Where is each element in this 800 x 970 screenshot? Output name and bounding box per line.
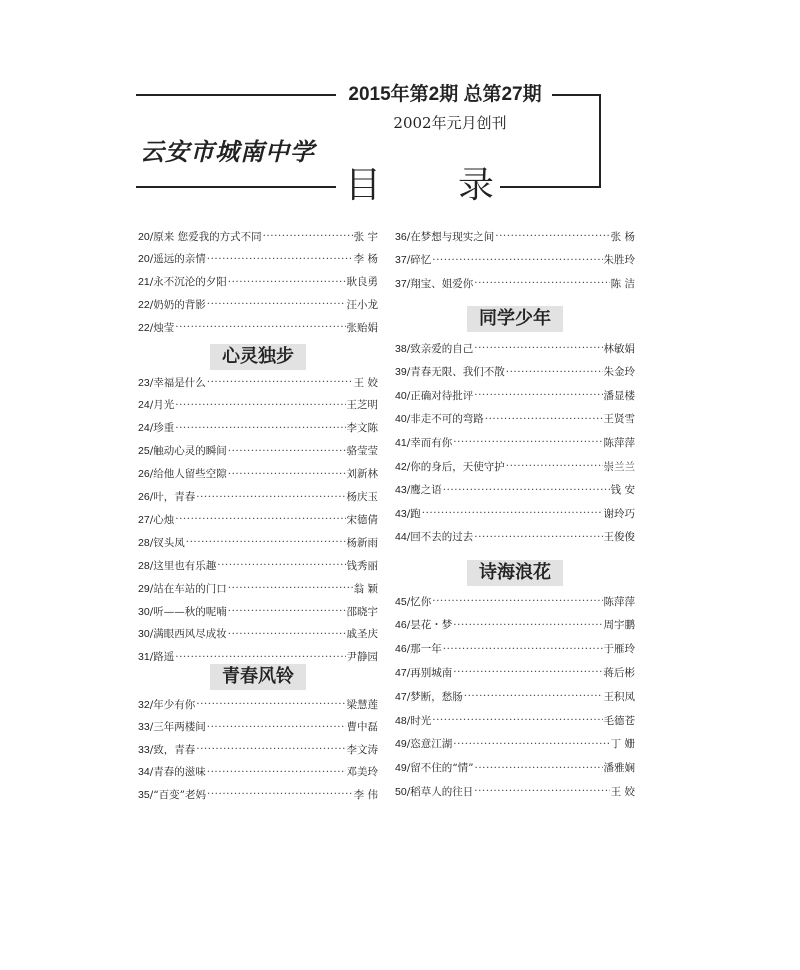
toc-entry-leader-dots bbox=[432, 595, 602, 607]
toc-entry-page: 20 bbox=[138, 253, 150, 266]
toc-entry-leader-dots bbox=[228, 468, 346, 480]
toc-entry: 29/站在车站的门口 ····· 翁 颖 bbox=[138, 579, 378, 597]
toc-entry: 34/青春的滋味 ····· 邓美玲 bbox=[138, 763, 378, 781]
toc-entry-page: 50 bbox=[395, 785, 407, 798]
toc-entry: 26/给他人留些空隙 ····· 刘新林 bbox=[138, 465, 378, 483]
toc-entry-author: 戚圣庆 bbox=[346, 628, 378, 641]
toc-entry-author: 王积凤 bbox=[603, 690, 635, 703]
toc-entry-author: 潘雅娴 bbox=[603, 762, 635, 775]
toc-entry-leader-dots bbox=[175, 321, 345, 333]
toc-entry-leader-dots bbox=[175, 422, 345, 434]
toc-entry: 30/满眼西风尽成妆 ····· 戚圣庆 bbox=[138, 625, 378, 643]
title-rule-right bbox=[500, 186, 601, 188]
toc-entry-page: 40 bbox=[395, 413, 407, 426]
toc-entry-author: 毛德苍 bbox=[603, 714, 635, 727]
toc-entry-leader-dots bbox=[474, 762, 602, 774]
toc-entry-title: 恣意江湖 bbox=[410, 738, 453, 751]
toc-entry-page: 38 bbox=[395, 342, 407, 355]
toc-entry-leader-dots bbox=[453, 666, 602, 678]
toc-entry-page: 28 bbox=[138, 559, 150, 572]
toc-entry-page: 47 bbox=[395, 666, 407, 679]
toc-entry-author: 邵晓宇 bbox=[346, 605, 378, 618]
toc-entry: 20/遥远的亲情 ····· 李 杨 bbox=[138, 250, 378, 268]
toc-entry-title: 再别城南 bbox=[410, 666, 453, 679]
toc-entry-author: 张 宇 bbox=[353, 230, 378, 243]
toc-entry-leader-dots bbox=[228, 582, 353, 594]
toc-entry-leader-dots bbox=[196, 698, 345, 710]
toc-entry: 47/梦断，愁肠 ····· 王积凤 bbox=[395, 687, 635, 705]
toc-entry-title: 跑 bbox=[410, 507, 421, 520]
toc-entry-author: 宋德倩 bbox=[346, 513, 378, 526]
toc-entry-leader-dots bbox=[432, 254, 602, 266]
toc-entry-title: 满眼西风尽成妆 bbox=[153, 628, 227, 641]
toc-entry-title: 三年两楼间 bbox=[153, 721, 206, 733]
toc-entry-page: 46 bbox=[395, 619, 407, 632]
toc-entry: 28/钗头凤 ····· 杨新雨 bbox=[138, 533, 378, 551]
toc-entry: 40/正确对待批评 ····· 潘显楼 bbox=[395, 386, 635, 404]
toc-entry: 37/翔宝、姐爱你 ····· 陈 洁 bbox=[395, 274, 635, 292]
toc-entry-leader-dots bbox=[207, 376, 353, 388]
toc-entry-author: 梁慧莲 bbox=[346, 698, 378, 711]
toc-entry-page: 22 bbox=[138, 298, 150, 311]
toc-entry-title: 幸福是什么 bbox=[153, 376, 206, 389]
toc-entry-author: 谢玲巧 bbox=[603, 507, 635, 520]
toc-entry-title: “百变”老妈 bbox=[153, 788, 206, 801]
toc-entry: 49/恣意江湖 ····· 丁 姗 bbox=[395, 735, 635, 753]
toc-entry-page: 44 bbox=[395, 531, 407, 544]
toc-entry: 46/那一年 ····· 于雁玲 bbox=[395, 640, 635, 658]
toc-entry-leader-dots bbox=[175, 513, 345, 525]
toc-entry-leader-dots bbox=[228, 605, 346, 617]
toc-entry-page: 24 bbox=[138, 422, 150, 435]
toc-entry-author: 张贻娟 bbox=[346, 321, 378, 334]
toc-entry-title: 忆你 bbox=[410, 595, 432, 608]
toc-entry: 33/三年两楼间 ····· 曹中磊 bbox=[138, 718, 378, 736]
toc-entry: 23/幸福是什么 ····· 王 姣 bbox=[138, 373, 378, 391]
toc-entry-author: 陈萍萍 bbox=[603, 436, 635, 449]
toc-entry-leader-dots bbox=[207, 766, 346, 778]
toc-entry-author: 张 杨 bbox=[610, 230, 635, 243]
toc-entry-leader-dots bbox=[228, 628, 346, 640]
toc-entry-leader-dots bbox=[474, 277, 609, 289]
toc-entry: 21/永不沉沦的夕阳 ····· 耿良勇 bbox=[138, 273, 378, 291]
toc-entry-title: 时光 bbox=[410, 714, 432, 727]
toc-entry: 26/叶，青春 ····· 杨庆玉 bbox=[138, 488, 378, 506]
toc-entry: 48/时光 ····· 毛德苍 bbox=[395, 711, 635, 729]
toc-entry-author: 陈 洁 bbox=[610, 277, 635, 290]
toc-entry: 30/听——秋的呢喃 ····· 邵晓宇 bbox=[138, 602, 378, 620]
toc-entry-page: 40 bbox=[395, 389, 407, 402]
toc-entry: 42/你的身后，天使守护 ····· 崇兰兰 bbox=[395, 457, 635, 475]
toc-entry-page: 34 bbox=[138, 766, 150, 778]
toc-entry-author: 骆莹莹 bbox=[346, 445, 378, 458]
toc-entry-leader-dots bbox=[485, 413, 603, 425]
toc-entry-page: 29 bbox=[138, 582, 150, 595]
toc-entry-leader-dots bbox=[495, 230, 609, 242]
toc-entry-page: 26 bbox=[138, 468, 150, 481]
toc-entry-title: 奶奶的背影 bbox=[153, 298, 206, 311]
toc-entry: 27/心烛 ····· 宋德倩 bbox=[138, 510, 378, 528]
toc-entry-title: 梦断，愁肠 bbox=[410, 690, 463, 703]
toc-entry-title: 路遥 bbox=[153, 651, 175, 664]
toc-entry-leader-dots bbox=[506, 460, 603, 472]
school-name: 云安市城南中学 bbox=[140, 138, 315, 166]
toc-entry-page: 45 bbox=[395, 595, 407, 608]
toc-entry-author: 钱 安 bbox=[610, 484, 635, 497]
toc-entry-title: 遥远的亲情 bbox=[153, 253, 206, 266]
toc-entry: 50/稻草人的往日 ····· 王 姣 bbox=[395, 782, 635, 800]
toc-entry: 37/碎忆 ····· 朱胜玲 bbox=[395, 251, 635, 269]
toc-entry-author: 耿良勇 bbox=[346, 276, 378, 289]
toc-entry-page: 23 bbox=[138, 376, 150, 389]
toc-entry-page: 30 bbox=[138, 605, 150, 618]
toc-entry-leader-dots bbox=[175, 399, 345, 411]
toc-entry-author: 蒋后彬 bbox=[603, 666, 635, 679]
toc-entry-title: 非走不可的弯路 bbox=[410, 413, 484, 426]
toc-entry-author: 周宇鹏 bbox=[603, 619, 635, 632]
toc-entry-leader-dots bbox=[443, 484, 610, 496]
toc-entry-leader-dots bbox=[207, 788, 353, 800]
toc-entry-leader-dots bbox=[228, 445, 346, 457]
toc-entry-page: 41 bbox=[395, 436, 407, 449]
toc-entry-page: 31 bbox=[138, 651, 150, 664]
toc-entry-author: 李文陈 bbox=[346, 422, 378, 435]
toc-entry: 39/青春无限、我们不散 ····· 朱金玲 bbox=[395, 363, 635, 381]
toc-entry: 28/这里也有乐趣 ····· 钱秀丽 bbox=[138, 556, 378, 574]
toc-entry-author: 丁 姗 bbox=[610, 738, 635, 751]
section-heading-tongxue: 同学少年 bbox=[467, 306, 563, 332]
section-heading-qingchun: 青春风铃 bbox=[210, 664, 306, 690]
toc-entry-author: 钱秀丽 bbox=[346, 559, 378, 572]
toc-entry: 22/奶奶的背影 ····· 汪小龙 bbox=[138, 295, 378, 313]
toc-entry-title: 青春无限、我们不散 bbox=[410, 366, 505, 379]
toc-entry-title: 鹰之语 bbox=[410, 484, 442, 497]
toc-entry-title: 钗头凤 bbox=[153, 536, 185, 549]
header-rule-left bbox=[136, 94, 336, 96]
toc-entry-author: 翁 颖 bbox=[353, 582, 378, 595]
toc-entry: 47/再别城南 ····· 蒋后彬 bbox=[395, 663, 635, 681]
toc-entry-author: 陈萍萍 bbox=[603, 595, 635, 608]
toc-entry-title: 你的身后，天使守护 bbox=[410, 460, 505, 473]
toc-entry-page: 33 bbox=[138, 721, 150, 733]
toc-entry-author: 邓美玲 bbox=[346, 766, 378, 778]
toc-entry-title: 烛莹 bbox=[153, 321, 175, 334]
toc-entry: 43/跑 ····· 谢玲巧 bbox=[395, 504, 635, 522]
toc-entry-leader-dots bbox=[196, 743, 345, 755]
toc-entry-page: 46 bbox=[395, 643, 407, 656]
toc-entry: 31/路遥 ····· 尹静园 bbox=[138, 648, 378, 666]
toc-entry-page: 37 bbox=[395, 254, 407, 266]
toc-entry: 24/珍重 ····· 李文陈 bbox=[138, 419, 378, 437]
toc-entry-author: 杨新雨 bbox=[346, 536, 378, 549]
toc-entry-leader-dots bbox=[207, 721, 346, 733]
toc-entry-author: 李文涛 bbox=[346, 743, 378, 756]
toc-entry-page: 25 bbox=[138, 445, 150, 458]
toc-entry-author: 潘显楼 bbox=[603, 389, 635, 402]
toc-entry: 44/回不去的过去 ····· 王俊俊 bbox=[395, 528, 635, 546]
toc-entry-author: 李 伟 bbox=[353, 788, 378, 801]
toc-entry-page: 21 bbox=[138, 276, 150, 289]
toc-entry-page: 32 bbox=[138, 698, 150, 711]
toc-entry-page: 20 bbox=[138, 230, 150, 243]
toc-entry: 25/触动心灵的瞬间 ····· 骆莹莹 bbox=[138, 442, 378, 460]
toc-entry-author: 李 杨 bbox=[353, 253, 378, 266]
toc-entry-leader-dots bbox=[175, 651, 345, 663]
toc-entry-title: 青春的滋味 bbox=[153, 766, 206, 778]
toc-entry-author: 王 姣 bbox=[610, 785, 635, 798]
toc-entry-leader-dots bbox=[474, 785, 609, 797]
toc-entry-leader-dots bbox=[474, 389, 602, 401]
toc-entry-page: 42 bbox=[395, 460, 407, 473]
toc-entry-author: 王芝明 bbox=[346, 399, 378, 412]
toc-entry-page: 43 bbox=[395, 507, 407, 520]
toc-entry-title: 听——秋的呢喃 bbox=[153, 605, 227, 618]
toc-entry: 22/烛莹 ····· 张贻娟 bbox=[138, 318, 378, 336]
toc-entry-leader-dots bbox=[474, 342, 602, 354]
toc-entry-leader-dots bbox=[432, 714, 602, 726]
toc-entry-title: 给他人留些空隙 bbox=[153, 468, 227, 481]
toc-entry-page: 47 bbox=[395, 690, 407, 703]
toc-entry-title: 留不住的“情” bbox=[410, 762, 474, 775]
toc-entry-page: 49 bbox=[395, 738, 407, 751]
toc-entry-leader-dots bbox=[186, 536, 346, 548]
issue-number: 2015年第2期 总第27期 bbox=[348, 84, 542, 105]
header-rule-right bbox=[552, 94, 600, 96]
toc-entry-leader-dots bbox=[474, 531, 602, 543]
toc-entry-title: 碎忆 bbox=[410, 254, 432, 266]
toc-entry-page: 48 bbox=[395, 714, 407, 727]
toc-entry: 35/“百变”老妈 ····· 李 伟 bbox=[138, 785, 378, 803]
toc-entry-page: 39 bbox=[395, 366, 407, 379]
toc-entry-page: 36 bbox=[395, 230, 407, 243]
toc-entry: 36/在梦想与现实之间 ····· 张 杨 bbox=[395, 227, 635, 245]
toc-entry-title: 触动心灵的瞬间 bbox=[153, 445, 227, 458]
toc-entry-title: 稻草人的往日 bbox=[410, 785, 474, 798]
toc-entry-title: 站在车站的门口 bbox=[153, 582, 227, 595]
toc-entry-title: 正确对待批评 bbox=[410, 389, 474, 402]
toc-entry: 20/原来 您爱我的方式不同 ····· 张 宇 bbox=[138, 227, 378, 245]
toc-title-mu: 目 bbox=[345, 165, 382, 206]
toc-entry-title: 原来 您爱我的方式不同 bbox=[153, 230, 262, 243]
toc-entry-author: 崇兰兰 bbox=[603, 460, 635, 473]
toc-entry-author: 朱金玲 bbox=[603, 366, 635, 379]
toc-entry-title: 昙花・梦 bbox=[410, 619, 453, 632]
toc-entry: 45/忆你 ····· 陈萍萍 bbox=[395, 592, 635, 610]
toc-entry-author: 刘新林 bbox=[346, 468, 378, 481]
toc-entry-leader-dots bbox=[453, 436, 602, 448]
toc-entry-author: 尹静园 bbox=[346, 651, 378, 664]
toc-entry-title: 年少有你 bbox=[153, 698, 196, 711]
toc-entry-title: 月光 bbox=[153, 399, 175, 412]
toc-entry-leader-dots bbox=[506, 366, 603, 378]
section-heading-shihai: 诗海浪花 bbox=[467, 560, 563, 586]
toc-entry-leader-dots bbox=[207, 253, 353, 265]
toc-entry-page: 30 bbox=[138, 628, 150, 641]
toc-entry-page: 28 bbox=[138, 536, 150, 549]
toc-entry: 46/昙花・梦 ····· 周宇鹏 bbox=[395, 616, 635, 634]
toc-entry-title: 叶，青春 bbox=[153, 491, 196, 503]
toc-entry-page: 37 bbox=[395, 277, 407, 290]
header-rule-vertical bbox=[599, 94, 601, 187]
toc-entry-title: 幸而有你 bbox=[410, 436, 453, 449]
toc-entry: 33/致，青春 ····· 李文涛 bbox=[138, 740, 378, 758]
toc-entry-title: 心烛 bbox=[153, 513, 175, 526]
toc-entry-leader-dots bbox=[196, 491, 345, 503]
toc-entry-page: 26 bbox=[138, 491, 150, 503]
toc-entry: 40/非走不可的弯路 ····· 王贤雪 bbox=[395, 410, 635, 428]
toc-entry-title: 回不去的过去 bbox=[410, 531, 474, 544]
toc-entry-title: 那一年 bbox=[410, 643, 442, 656]
toc-entry-page: 24 bbox=[138, 399, 150, 412]
toc-entry-author: 于雁玲 bbox=[603, 643, 635, 656]
founded-date: 2002年元月创刊 bbox=[393, 114, 507, 132]
toc-entry-leader-dots bbox=[464, 690, 603, 702]
toc-entry-page: 43 bbox=[395, 484, 407, 497]
toc-entry-leader-dots bbox=[453, 619, 602, 631]
toc-entry-title: 这里也有乐趣 bbox=[153, 559, 217, 572]
toc-entry-author: 曹中磊 bbox=[346, 721, 378, 733]
toc-entry-title: 珍重 bbox=[153, 422, 175, 435]
toc-entry-leader-dots bbox=[228, 276, 346, 288]
toc-entry-title: 翔宝、姐爱你 bbox=[410, 277, 474, 290]
toc-entry-page: 27 bbox=[138, 513, 150, 526]
toc-entry-title: 致，青春 bbox=[153, 743, 196, 756]
toc-entry-title: 永不沉沦的夕阳 bbox=[153, 276, 227, 289]
toc-entry-page: 22 bbox=[138, 321, 150, 334]
toc-entry-title: 在梦想与现实之间 bbox=[410, 230, 495, 243]
toc-entry-title: 致亲爱的自己 bbox=[410, 342, 474, 355]
toc-entry-leader-dots bbox=[263, 230, 353, 242]
toc-entry: 49/留不住的“情” ····· 潘雅娴 bbox=[395, 759, 635, 777]
toc-entry: 41/幸而有你 ····· 陈萍萍 bbox=[395, 433, 635, 451]
toc-entry-author: 汪小龙 bbox=[346, 298, 378, 311]
toc-entry-author: 朱胜玲 bbox=[603, 254, 635, 266]
toc-entry-leader-dots bbox=[207, 298, 346, 310]
toc-entry: 24/月光 ····· 王芝明 bbox=[138, 396, 378, 414]
toc-entry-page: 33 bbox=[138, 743, 150, 756]
section-heading-xinling: 心灵独步 bbox=[210, 344, 306, 370]
toc-entry-page: 49 bbox=[395, 762, 407, 775]
toc-entry-author: 杨庆玉 bbox=[346, 491, 378, 503]
toc-entry: 32/年少有你 ····· 梁慧莲 bbox=[138, 695, 378, 713]
title-rule-left bbox=[136, 186, 336, 188]
toc-title-lu: 录 bbox=[458, 165, 495, 206]
toc-entry-leader-dots bbox=[453, 738, 609, 750]
toc-entry-author: 王俊俊 bbox=[603, 531, 635, 544]
toc-entry-leader-dots bbox=[422, 507, 603, 519]
toc-entry: 43/鹰之语 ····· 钱 安 bbox=[395, 481, 635, 499]
toc-entry-author: 王 姣 bbox=[353, 376, 378, 389]
toc-entry-author: 王贤雪 bbox=[603, 413, 635, 426]
toc-entry-leader-dots bbox=[443, 643, 603, 655]
toc-entry-author: 林敏娟 bbox=[603, 342, 635, 355]
toc-entry: 38/致亲爱的自己 ····· 林敏娟 bbox=[395, 339, 635, 357]
toc-entry-leader-dots bbox=[217, 559, 345, 571]
toc-entry-page: 35 bbox=[138, 788, 150, 801]
